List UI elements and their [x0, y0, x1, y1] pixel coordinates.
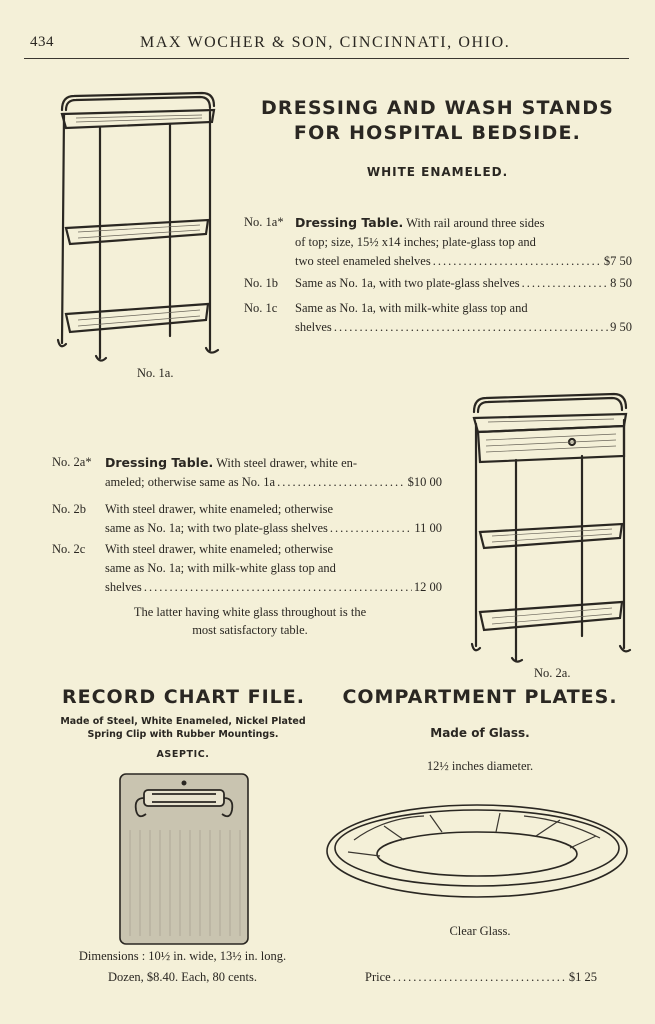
record-chart-aseptic: ASEPTIC.	[156, 749, 210, 760]
note-line: most satisfactory table.	[192, 623, 308, 637]
item-number: No. 2a*	[52, 455, 92, 469]
leader-dots	[433, 252, 602, 271]
plates-title: COMPARTMENT PLATES.	[342, 686, 618, 708]
figure-caption-1a: No. 1a.	[137, 366, 174, 380]
catalog-item-2a	[52, 453, 442, 493]
plates-material: Made of Glass.	[430, 726, 530, 740]
item-line: same as No. 1a; with two plate-glass shelves	[105, 521, 328, 535]
section-subtitle: WHITE ENAMELED.	[366, 165, 509, 179]
item-name: Dressing Table.	[295, 215, 404, 230]
item-number: No. 2c	[52, 542, 86, 556]
chart-file-illustration	[116, 770, 252, 948]
description-line: Spring Clip with Rubber Mountings.	[87, 729, 279, 740]
item-line: shelves	[295, 320, 332, 334]
record-chart-dimensions: Dimensions : 10½ in. wide, 13½ in. long.	[78, 949, 287, 963]
item-number: No. 1a*	[244, 215, 284, 229]
compartment-plate-illustration	[324, 796, 630, 906]
item-price: 12 00	[413, 580, 442, 594]
item-number: No. 1c	[244, 301, 278, 315]
item-line: two steel enameled shelves	[295, 254, 431, 268]
item-line: Same as No. 1a, with milk-white glass top and	[295, 301, 528, 315]
plates-caption: Clear Glass.	[449, 924, 511, 938]
item-price: 11 00	[414, 521, 442, 535]
record-chart-description	[52, 715, 314, 741]
item-line: ameled; otherwise same as No. 1a	[105, 475, 276, 489]
leader-dots	[393, 968, 567, 987]
plates-price: $1 25	[568, 970, 597, 984]
item-line: With steel drawer, white enameled; otherwise	[105, 502, 334, 516]
leader-dots	[522, 274, 609, 293]
leader-dots	[144, 578, 412, 597]
item-price: 9 50	[610, 320, 632, 334]
catalog-item-1b	[244, 274, 634, 294]
running-head: MAX WOCHER & SON, CINCINNATI, OHIO.	[140, 34, 511, 51]
figure-caption-2a: No. 2a.	[534, 666, 571, 680]
description-line: Made of Steel, White Enameled, Nickel Plated	[60, 716, 306, 727]
item-number: No. 1b	[244, 276, 279, 290]
item-line: Same as No. 1a, with two plate-glass shelves	[295, 276, 520, 290]
section-title-line1: DRESSING AND WASH STANDS	[260, 97, 615, 119]
leader-dots	[330, 519, 412, 538]
dressing-stand-2a-illustration	[462, 384, 634, 666]
catalog-item-1a	[244, 213, 634, 273]
catalog-item-2c	[52, 540, 442, 600]
record-chart-title: RECORD CHART FILE.	[62, 686, 305, 708]
leader-dots	[277, 473, 406, 492]
item-line: of top; size, 15½ x14 inches; plate-glass top and	[295, 235, 536, 249]
item-line: same as No. 1a; with milk-white glass top and	[105, 561, 336, 575]
leader-dots	[334, 318, 608, 337]
catalog-item-2b	[52, 500, 442, 540]
item-line: With steel drawer, white en-	[216, 456, 358, 470]
item-number: No. 2b	[52, 502, 87, 516]
item-line: shelves	[105, 580, 142, 594]
plates-price-line	[365, 968, 597, 987]
item-note	[100, 603, 400, 639]
item-name: Dressing Table.	[105, 455, 214, 470]
item-line: With rail around three sides	[406, 216, 545, 230]
page-number: 434	[30, 34, 54, 50]
dressing-stand-1a-illustration	[52, 88, 228, 368]
item-price: 8 50	[610, 276, 632, 290]
item-price: $7 50	[603, 254, 632, 268]
price-label: Price	[365, 970, 391, 984]
item-price: $10 00	[407, 475, 442, 489]
item-line: With steel drawer, white enameled; otherwise	[105, 542, 334, 556]
note-line: The latter having white glass throughout is the	[133, 605, 367, 619]
catalog-item-1c	[244, 299, 634, 339]
plates-diameter: 12½ inches diameter.	[426, 759, 534, 773]
section-title-line2: FOR HOSPITAL BEDSIDE.	[293, 122, 582, 144]
record-chart-price: Dozen, $8.40. Each, 80 cents.	[108, 970, 257, 984]
header-rule	[24, 58, 629, 59]
